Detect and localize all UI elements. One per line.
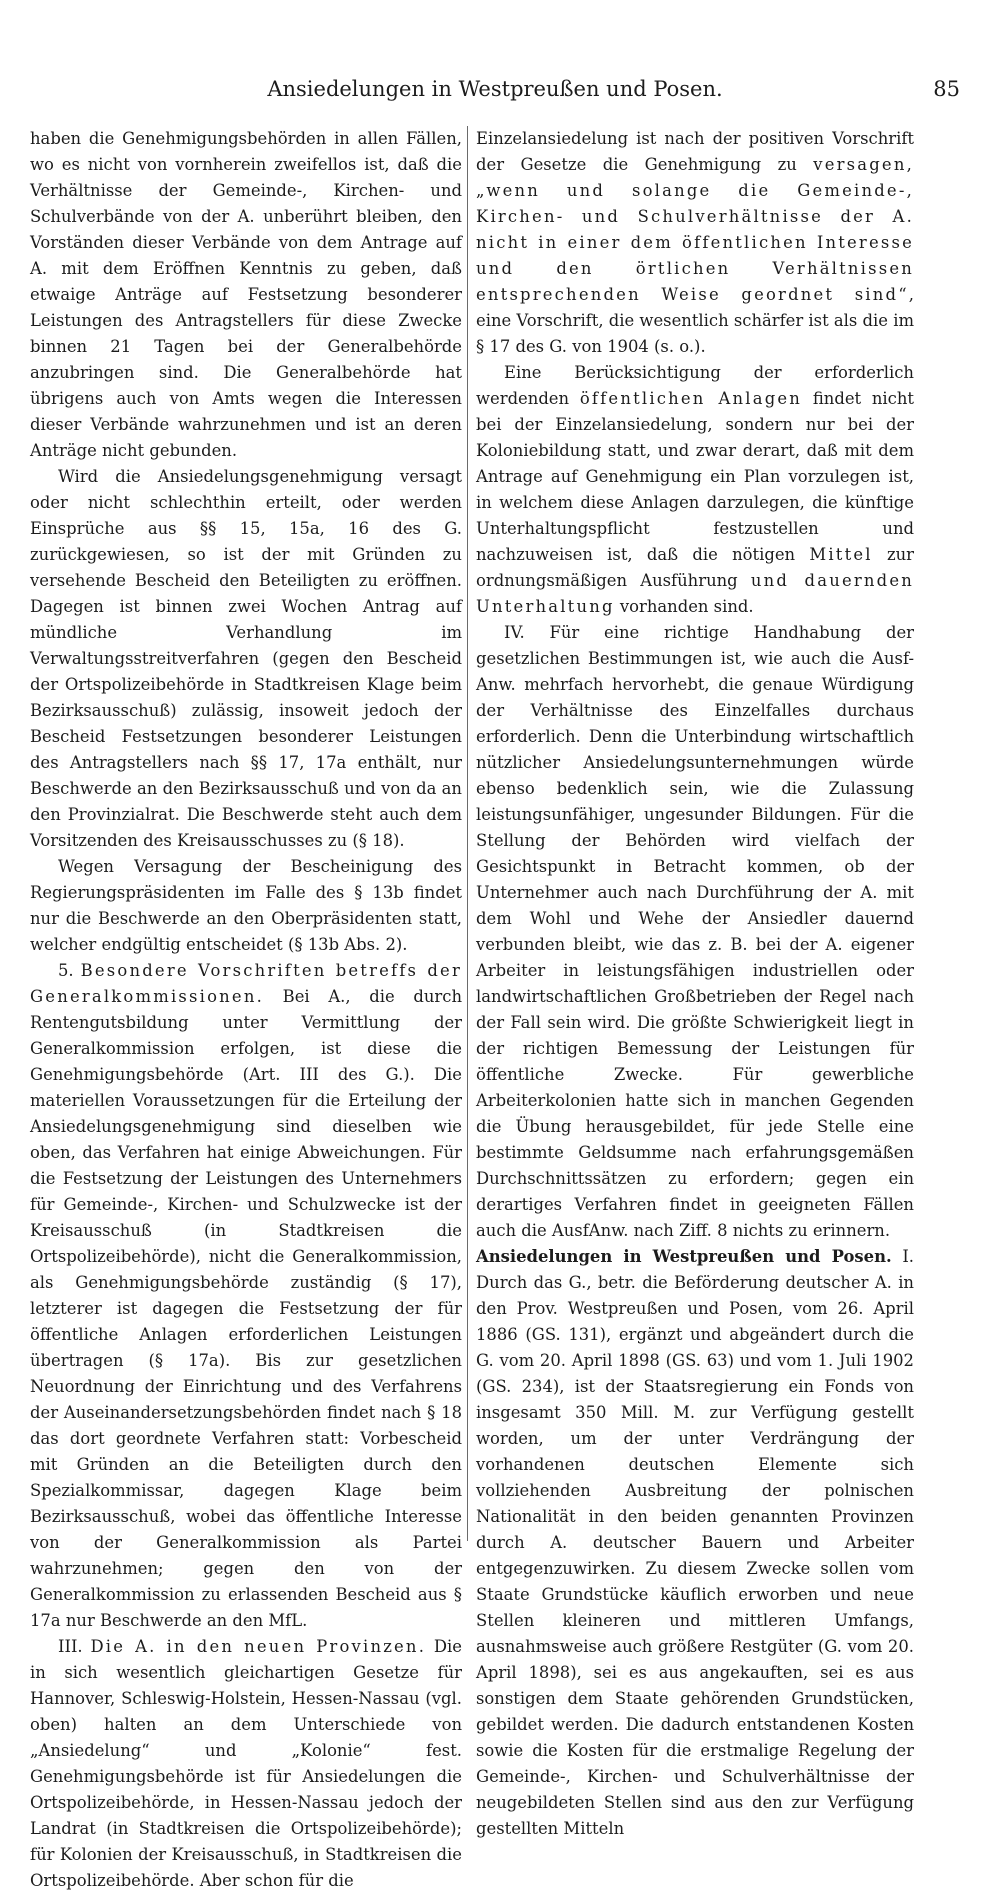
paragraph-text: Die in sich wesentlich gleichartigen Gesetze für Hannover, Schleswig-Holstein, Hessen-Nassau (vgl. oben) halten an dem Unterschiede von „Ansiedelung“ und „Kolonie“ fest. Genehmigungsbehörde ist für Ansiedelungen die Ortspolizeibehörde, in Hessen-Nassau jedoch der Landrat (in Stadtkreisen die Ortspolizeibehörde); für Kolonien der Kreisausschuß, in Stadtkreisen die Ortspolizeibehörde. Aber schon für die [30,1637,462,1890]
column-divider [467,126,468,1541]
paragraph [476,360,914,620]
paragraph-text: , eine Vorschrift, die wesentlich schärfer ist als die im § 17 des G. von 1904 (s. o.). [476,285,914,356]
spaced-emphasis: öffentlichen Anlagen [579,389,803,408]
section-iii-paragraph [30,1634,462,1894]
paragraph [476,126,914,360]
bold-heading: Ansiedelungen in Westpreußen und Posen. [476,1247,892,1266]
spaced-emphasis: versagen, „wenn und solange die Gemeinde-, Kirchen- und Schulverhältnisse der A. nicht in einer dem öffentlichen Interesse und den örtlichen Verhältnissen entsprechenden Weise geordnet sind“ [476,155,914,304]
paragraph-text: vorhanden sind. [614,597,754,616]
left-column [30,126,462,1890]
section-number: 5. [58,961,74,980]
paragraph: Wegen Versagung der Bescheinigung des Regierungspräsidenten im Falle des § 13b findet nur die Beschwerde an den Oberpräsidenten statt, welcher endgültig entscheidet (§ 13b Abs. 2). [30,857,462,954]
page-header [30,74,960,104]
section-number: III. [58,1637,83,1656]
paragraph-text: Einzelansiedelung ist nach der positiven Vorschrift der Gesetze die Genehmigung zu [476,129,914,174]
spaced-emphasis: und dauernden Unterhaltung [476,571,914,616]
section-heading: Die A. in den neuen Provinzen. [90,1637,427,1656]
westpreussen-posen-paragraph [476,1244,914,1842]
paragraph-text: Bei A., die durch Rentengutsbildung unter Vermittlung der Generalkommission erfolgen, ist diese die Genehmigungsbehörde (Art. III des G.). Die materiellen Voraussetzungen für die Erteilung der Ansiedelungsgenehmigung sind dieselben wie oben, das Verfahren hat einige Abweichungen. Für die Festsetzung der Leistungen des Unternehmers für Gemeinde-, Kirchen- und Schulzwecke ist der Kreisausschuß (in Stadtkreisen die Ortspolizeibehörde), nicht die Generalkommission, als Genehmigungsbehörde zuständig (§ 17), letzterer ist dagegen die Festsetzung der für öffentliche Anlagen erforderlichen Leistungen übertragen (§ 17a). Bis zur gesetzlichen Neuordnung der Einrichtung und des Verfahrens der Auseinandersetzungsbehörden findet nach § 18 das dort geordnete Verfahren statt: Vorbescheid mit Gründen an die Beteiligten durch den Spezialkommissar, dagegen Klage beim Bezirksausschuß, wobei das öffentliche Interesse von der Generalkommission als Partei wahrzunehmen; gegen den von der Generalkommission zu erlassenden Bescheid aus § 17a nur Beschwerde an den MfL. [30,987,462,1630]
paragraph: Wird die Ansiedelungsgenehmigung versagt oder nicht schlechthin erteilt, oder werden Einsprüche aus §§ 15, 15a, 16 des G. zurückgewiesen, so ist der mit Gründen zu versehende Bescheid den Beteiligten zu eröffnen. Dagegen ist binnen zwei Wochen Antrag auf mündliche Verhandlung im Verwaltungsstreitverfahren (gegen den Bescheid der Ortspolizeibehörde in Stadtkreisen Klage beim Bezirksausschuß) zulässig, insoweit jedoch der Bescheid Festsetzungen besonderer Leistungen des Antragstellers nach §§ 17, 17a enthält, nur Beschwerde an den Bezirksausschuß und von da an den Provinzialrat. Die Beschwerde steht auch dem Vorsitzenden des Kreisausschusses zu (§ 18). [30,467,462,850]
paragraph-text: zur ordnungsmäßigen Ausführung [476,545,915,590]
spaced-emphasis: Mittel [809,545,873,564]
page-number: 85 [933,77,960,101]
right-column [476,126,915,1838]
paragraph-text: I. Durch das G., betr. die Beförderung deutscher A. in den Prov. Westpreußen und Posen, vom 26. April 1886 (GS. 131), ergänzt und abgeändert durch die G. vom 20. April 1898 (GS. 63) und vom 1. Juli 1902 (GS. 234), ist der Staatsregierung ein Fonds von insgesamt 350 Mill. M. zur Verfügung gestellt worden, um der unter Verdrängung der vorhandenen deutschen Elemente sich vollziehenden Ausbreitung der polnischen Nationalität in den beiden genannten Provinzen durch A. deutscher Bauern und Arbeiter entgegenzuwirken. Zu diesem Zwecke sollen vom Staate Grundstücke käuflich erworben und neue Stellen kleineren und mittleren Umfangs, ausnahmsweise auch größere Restgüter (G. vom 20. April 1898), sei es aus angekauften, sei es aus sonstigen dem Staate gehörenden Grundstücken, gebildet werden. Die dadurch entstandenen Kosten sowie die Kosten für die erstmalige Regelung der Gemeinde-, Kirchen- und Schulverhältnisse der neugebildeten Stellen sind aus den zur Verfügung gestellten Mitteln [476,1247,914,1838]
section-heading: Besondere Vorschriften betreffs der Generalkommissionen. [30,961,462,1006]
paragraph-text: findet nicht bei der Einzelansiedelung, sondern nur bei der Koloniebildung statt, und zwar derart, daß mit dem Antrage auf Genehmigung ein Plan vorzulegen ist, in welchem diese Anlagen darzulegen, die künftige Unterhaltungspflicht festzustellen und nachzuweisen ist, daß die nötigen [476,389,914,564]
section-iv-paragraph: IV. Für eine richtige Handhabung der gesetzlichen Bestimmungen ist, wie auch die Ausf-Anw. mehrfach hervorhebt, die genaue Würdigung der Verhältnisse des Einzelfalles durchaus erforderlich. Denn die Unterbindung wirtschaftlich nützlicher Ansiedelungsunternehmungen würde ebenso bedenklich sein, wie die Zulassung leistungsunfähiger, ungesunder Bildungen. Für die Stellung der Behörden wird vielfach der Gesichtspunkt in Betracht kommen, ob der Unternehmer auch nach Durchführung der A. mit dem Wohl und Wehe der Ansiedler dauernd verbunden bleibt, wie das z. B. bei der A. eigener Arbeiter in leistungsfähigen industriellen oder landwirtschaftlichen Großbetrieben der Regel nach der Fall sein wird. Die größte Schwierigkeit liegt in der richtigen Bemessung der Leistungen für öffentliche Zwecke. Für gewerbliche Arbeiterkolonien hatte sich in manchen Gegenden die Übung herausgebildet, für jede Stelle eine bestimmte Geldsumme nach erfahrungsgemäßen Durchschnittssätzen zu erfordern; gegen ein derartiges Verfahren findet in geeigneten Fällen auch die AusfAnw. nach Ziff. 8 nichts zu erinnern. [476,623,914,1240]
section-5-paragraph [30,958,462,1634]
paragraph: haben die Genehmigungsbehörden in allen Fällen, wo es nicht von vornherein zweifellos ist, daß die Verhältnisse der Gemeinde-, Kirchen- und Schulverbände von der A. unberührt bleiben, den Vorständen dieser Verbände von dem Antrage auf A. mit dem Eröffnen Kenntnis zu geben, daß etwaige Anträge auf Festsetzung besonderer Leistungen des Antragstellers für diese Zwecke binnen 21 Tagen bei der Generalbehörde anzubringen sind. Die Generalbehörde hat übrigens auch von Amts wegen die Interessen dieser Verbände wahrzunehmen und ist an deren Anträge nicht gebunden. [30,129,462,460]
paragraph-text: Eine Berücksichtigung der erforderlich werdenden [476,363,914,408]
running-title: Ansiedelungen in Westpreußen und Posen. [267,77,723,101]
